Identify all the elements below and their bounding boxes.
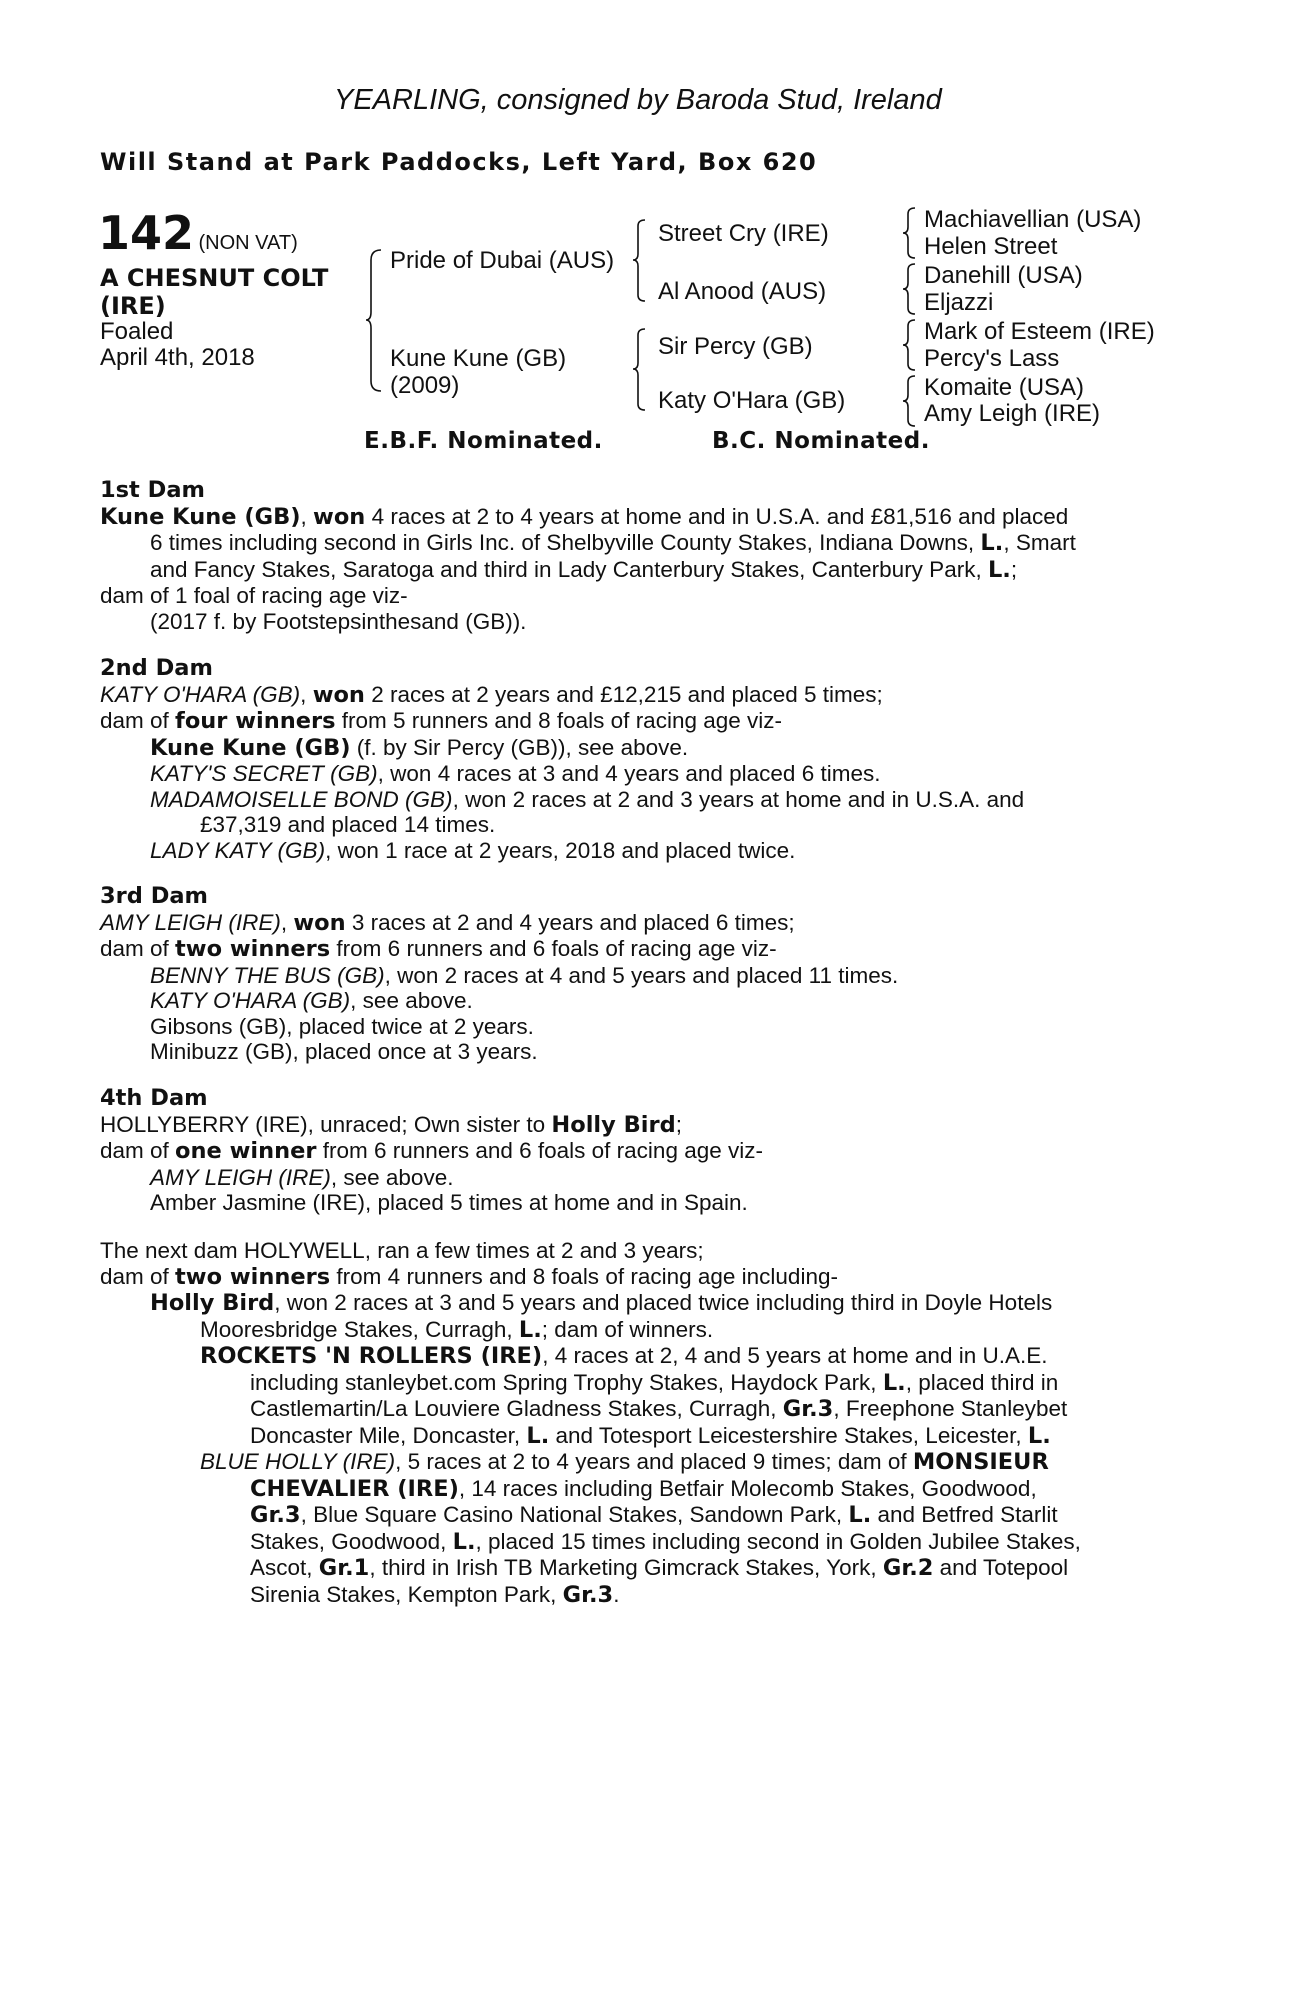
section-heading: 2nd Dam [100, 655, 213, 681]
vat-status: (NON VAT) [198, 232, 298, 254]
text: dam of [100, 936, 176, 961]
pedigree-brace-ggp-3 [902, 318, 918, 372]
text: , won 1 race at 2 years, 2018 and placed twice. [325, 837, 796, 863]
race-grade: Gr.3 [562, 1581, 614, 1608]
race-grade: L. [987, 556, 1011, 583]
text: , third in Irish TB Marketing Gimcrack Stakes, York, [369, 1555, 883, 1580]
text: Stakes, Goodwood, [250, 1528, 453, 1554]
text: , see above. [350, 988, 473, 1013]
text: ; [1010, 556, 1018, 582]
horse-name: AMY LEIGH (IRE) [150, 1164, 331, 1190]
section-heading: 3rd Dam [100, 883, 208, 909]
horse-name: AMY LEIGH (IRE) [100, 909, 281, 935]
horse-name: Kune Kune (GB) [150, 734, 351, 761]
second-dam-section [100, 656, 1200, 863]
race-grade: Gr.1 [318, 1555, 370, 1581]
race-grade: Gr.3 [782, 1396, 834, 1422]
text-line [100, 1165, 1200, 1191]
text-line [100, 1423, 1200, 1450]
race-grade: Gr.3 [250, 1502, 301, 1528]
text: Sirenia Stakes, Kempton Park, [250, 1581, 563, 1607]
won-label: won [313, 503, 366, 530]
text-line: £37,319 and placed 14 times. [200, 812, 496, 837]
horse-name: Holly Bird [551, 1111, 676, 1138]
text-line [100, 963, 1200, 989]
horse-name: CHEVALIER (IRE) [250, 1475, 459, 1502]
race-grade: L. [848, 1502, 872, 1528]
text-line [100, 1582, 1200, 1609]
text: dam of [100, 708, 176, 733]
pedigree-brace-ggp-2 [902, 262, 918, 316]
text: . [613, 1581, 620, 1607]
text: Castlemartin/La Louviere Gladness Stakes, Curragh, [250, 1396, 783, 1421]
text: , placed 15 times including second in Golden Jubilee Stakes, [475, 1528, 1081, 1554]
text-line: Amber Jasmine (IRE), placed 5 times at home and in Spain. [150, 1190, 748, 1215]
text-line [100, 787, 1200, 813]
text-line [100, 936, 1200, 963]
text: , 14 races including Betfair Molecomb Stakes, Goodwood, [458, 1475, 1037, 1501]
race-grade: L. [452, 1528, 476, 1555]
text-line [100, 1317, 1200, 1344]
dam-name: Kune Kune (GB) [390, 345, 567, 372]
text: , Smart [1003, 530, 1076, 555]
horse-name: KATY O'HARA (GB) [150, 988, 351, 1013]
text-line [100, 530, 1200, 557]
text: , [300, 681, 313, 707]
text: , Blue Square Casino National Stakes, Sandown Park, [300, 1502, 849, 1527]
text-line: (2017 f. by Footstepsinthesand (GB)). [150, 608, 527, 634]
won-label: won [312, 681, 365, 708]
text: 2 races at 2 years and £12,215 and placed 5 times; [364, 681, 883, 707]
sire-sire: Street Cry (IRE) [658, 220, 829, 247]
text: from 4 runners and 8 foals of racing age including- [330, 1263, 838, 1289]
lot-number-line [98, 206, 298, 260]
dam-dam: Katy O'Hara (GB) [658, 387, 846, 414]
winners-count: four winners [175, 708, 336, 734]
lot-description-1: A CHESNUT COLT [100, 264, 329, 292]
text-line [100, 504, 1200, 531]
ggp-8: Amy Leigh (IRE) [924, 400, 1101, 427]
pedigree-brace-ggp-1 [902, 206, 918, 260]
text: , won 2 races at 2 and 3 years at home and in U.S.A. and [452, 786, 1025, 812]
sire-dam: Al Anood (AUS) [658, 278, 827, 305]
text-line [100, 1138, 1200, 1165]
text: ; [675, 1111, 682, 1137]
text-line [100, 1343, 1200, 1370]
text: , Freephone Stanleybet [833, 1396, 1068, 1421]
horse-name: MADAMOISELLE BOND (GB) [150, 786, 453, 812]
winners-count: one winner [175, 1138, 317, 1164]
ggp-2: Helen Street [924, 233, 1058, 260]
text: , placed third in [905, 1369, 1059, 1395]
text-line [100, 1529, 1200, 1556]
catalogue-header: YEARLING, consigned by Baroda Stud, Ireland [334, 84, 942, 116]
horse-name: Kune Kune (GB) [100, 503, 301, 530]
ggp-1: Machiavellian (USA) [924, 206, 1142, 233]
pedigree-brace-dam [632, 327, 648, 412]
ggp-6: Percy's Lass [924, 345, 1060, 372]
text: dam of [100, 1263, 176, 1289]
text-line [100, 557, 1200, 584]
pedigree-brace-main [365, 248, 385, 393]
race-grade: L. [518, 1316, 542, 1343]
text-line: dam of 1 foal of racing age viz- [100, 583, 408, 608]
text: (f. by Sir Percy (GB)), see above. [350, 734, 689, 760]
text: , won 2 races at 4 and 5 years and placed 11 times. [384, 962, 899, 988]
text: and Totesport Leicestershire Stakes, Leicester, [549, 1422, 1028, 1448]
horse-name: KATY O'HARA (GB) [100, 681, 301, 707]
text-line [100, 761, 1200, 787]
first-dam-section [100, 478, 1200, 634]
text: from 6 runners and 6 foals of racing age viz- [316, 1138, 763, 1163]
horse-name: MONSIEUR [912, 1449, 1049, 1475]
next-dam-section [100, 1238, 1200, 1608]
text-line: Minibuzz (GB), placed once at 3 years. [150, 1039, 538, 1064]
text: dam of [100, 1138, 176, 1163]
pedigree-brace-sire [632, 218, 648, 303]
text: and Totepool [933, 1555, 1069, 1580]
text-line [100, 1449, 1200, 1476]
section-heading: 4th Dam [100, 1085, 208, 1111]
text: ; dam of winners. [541, 1316, 714, 1342]
text-line: Gibsons (GB), placed twice at 2 years. [150, 1013, 534, 1039]
foaled-label: Foaled [100, 318, 174, 345]
race-grade: L. [882, 1369, 906, 1396]
sire: Pride of Dubai (AUS) [390, 247, 615, 274]
winners-count: two winners [175, 1263, 331, 1290]
fourth-dam-section [100, 1086, 1200, 1216]
text-line [100, 1112, 1200, 1139]
text-line [100, 1290, 1200, 1317]
winners-count: two winners [175, 936, 331, 962]
dam-sire: Sir Percy (GB) [658, 333, 813, 360]
text: , [280, 909, 294, 935]
ggp-4: Eljazzi [924, 289, 994, 316]
text-line [100, 1476, 1200, 1503]
text: 4 races at 2 to 4 years at home and in U.S.A. and £81,516 and placed [365, 503, 1069, 529]
text: , 4 races at 2, 4 and 5 years at home and in U.A.E. [542, 1343, 1048, 1368]
section-heading: 1st Dam [100, 477, 205, 503]
text: , see above. [330, 1164, 454, 1190]
horse-name: KATY'S SECRET (GB) [150, 761, 378, 786]
foaled-date: April 4th, 2018 [100, 344, 255, 371]
text-line [100, 1502, 1200, 1529]
won-label: won [293, 909, 346, 936]
text: including stanleybet.com Spring Trophy Stakes, Haydock Park, [250, 1369, 883, 1395]
text-line [100, 1264, 1200, 1291]
text-line [100, 838, 1200, 864]
text: Mooresbridge Stakes, Curragh, [200, 1316, 519, 1342]
text-line [100, 910, 1200, 937]
text-line: The next dam HOLYWELL, ran a few times at 2 and 3 years; [100, 1238, 704, 1263]
horse-name: LADY KATY (GB) [150, 837, 326, 863]
text-line [100, 682, 1200, 709]
text: HOLLYBERRY (IRE), unraced; Own sister to [100, 1111, 552, 1137]
ggp-7: Komaite (USA) [924, 374, 1085, 401]
ebf-nomination: E.B.F. Nominated. [364, 428, 603, 454]
race-grade: L. [1027, 1422, 1051, 1449]
horse-name: BENNY THE BUS (GB) [150, 962, 385, 988]
ggp-3: Danehill (USA) [924, 262, 1083, 289]
stand-location: Will Stand at Park Paddocks, Left Yard, Box 620 [100, 148, 818, 176]
horse-name: ROCKETS 'N ROLLERS (IRE) [200, 1343, 543, 1369]
text: and Betfred Starlit [871, 1502, 1058, 1527]
text: 6 times including second in Girls Inc. of Shelbyville County Stakes, Indiana Downs, [150, 530, 981, 555]
race-grade: L. [526, 1422, 550, 1449]
text: , won 4 races at 3 and 4 years and placed 6 times. [377, 761, 881, 786]
race-grade: Gr.2 [882, 1555, 934, 1581]
horse-name: Holly Bird [150, 1290, 275, 1316]
text-line [100, 1370, 1200, 1397]
horse-name: BLUE HOLLY (IRE) [200, 1449, 396, 1474]
lot-description-2: (IRE) [100, 292, 166, 320]
lot-number: 142 [98, 206, 195, 260]
text: 3 races at 2 and 4 years and placed 6 times; [345, 909, 795, 935]
text: , won 2 races at 3 and 5 years and placed twice including third in Doyle Hotels [274, 1290, 1053, 1315]
third-dam-section [100, 884, 1200, 1065]
bc-nomination: B.C. Nominated. [712, 428, 930, 454]
text: from 5 runners and 8 foals of racing age viz- [335, 708, 783, 733]
text: Ascot, [250, 1555, 319, 1580]
text: Doncaster Mile, Doncaster, [250, 1422, 527, 1448]
ggp-5: Mark of Esteem (IRE) [924, 318, 1155, 345]
text: , [300, 503, 314, 529]
text-line [100, 708, 1200, 735]
race-grade: L. [980, 530, 1004, 556]
text-line [100, 735, 1200, 762]
text-line [100, 1396, 1200, 1423]
text: , 5 races at 2 to 4 years and placed 9 times; dam of [395, 1449, 913, 1474]
text: and Fancy Stakes, Saratoga and third in Lady Canterbury Stakes, Canterbury Park, [150, 556, 988, 582]
text-line [100, 1555, 1200, 1582]
pedigree-brace-ggp-4 [902, 374, 918, 428]
dam-year: (2009) [390, 372, 460, 399]
text-line [100, 988, 1200, 1014]
text: from 6 runners and 6 foals of racing age viz- [330, 936, 777, 961]
